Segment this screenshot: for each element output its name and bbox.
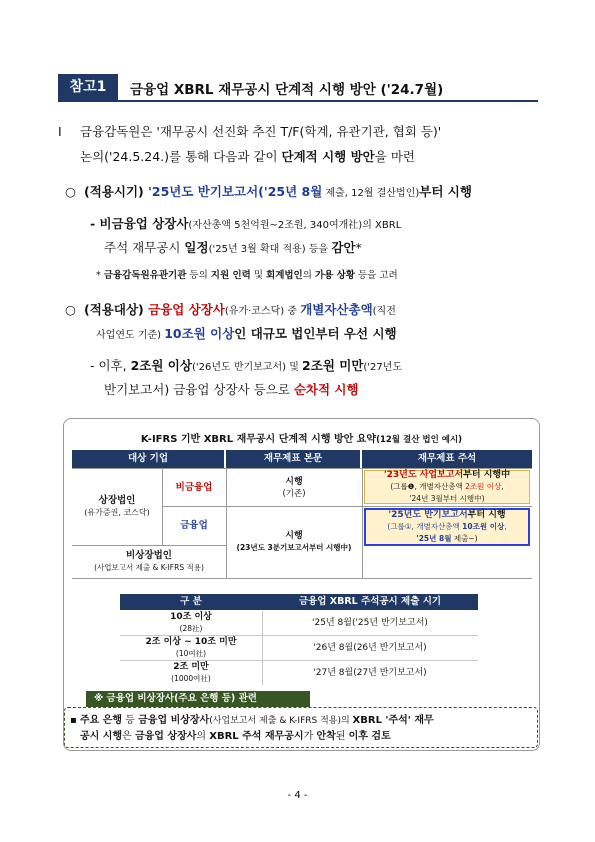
subtable-row3-value: '27년 8월(27년 반기보고서) <box>313 668 427 678</box>
header-fs-notes: 재무제표 주석 <box>362 450 532 468</box>
grid-line <box>262 611 263 685</box>
section-badge: 참고1 <box>58 74 118 100</box>
subtable-row3-label: 2조 미만 (1000여社) <box>171 662 211 683</box>
nonfinancial-cell: 비금융업 <box>175 481 213 493</box>
listed-company-cell: 상장법인 (유가증권, 코스닥) <box>84 495 150 517</box>
section-title: 금융업 XBRL 재무공시 단계적 시행 방안 ('24.7월) <box>130 82 444 98</box>
section1-heading: (적용시기) '25년도 반기보고서('25년 8월 제출, 12월 결산법인)부터 시행 <box>84 184 472 199</box>
unlisted-company-cell: 비상장법인 (사업보고서 제출 & K-IFRS 적용) <box>94 550 204 572</box>
grid-line <box>162 506 532 507</box>
section2-line2: 사업연도 기준) 10조원 이상인 대규모 법인부터 우선 시행 <box>96 326 397 341</box>
section2-detail-line2: 반기보고서) 금융업 상장사 등으로 순차적 시행 <box>104 382 359 397</box>
grid-line <box>162 468 163 545</box>
subtable-row2-value: '26년 8월(26년 반기보고서) <box>313 643 427 653</box>
section1-bullet: ○ <box>65 184 76 199</box>
header-target-company: 대상 기업 <box>72 450 224 468</box>
section-header <box>58 74 538 100</box>
subtable-header-period: 금융업 XBRL 주석공시 제출 시기 <box>262 594 478 610</box>
main-bullet: Ⅰ <box>58 124 62 139</box>
subtable-header-category: 구 분 <box>120 594 262 610</box>
financial-cell: 금융업 <box>180 520 208 531</box>
page-number: - 4 - <box>287 790 308 801</box>
notes-fin-cell: '25년도 반기보고서부터 시행 (그룹①, 개별자산총액 10조원 이상, '25년 8월 제출~) <box>364 508 530 546</box>
unlisted-financial-tag: ※ 금융업 비상장사(주요 은행 등) 관련 <box>86 691 310 707</box>
grid-line <box>226 468 227 578</box>
section2-bullet: ○ <box>65 302 76 317</box>
section1-detail-line2: 주석 재무공시 일정('25년 3월 확대 적용) 등을 감안* <box>104 240 362 255</box>
subtable-row2-label: 2조 이상 ~ 10조 미만 (10여社) <box>145 637 237 658</box>
header-fs-body: 재무제표 본문 <box>226 450 360 468</box>
section1-detail-line1: - 비금융업 상장사(자산총액 5천억원~2조원, 340여개社)의 XBRL <box>90 216 402 231</box>
section1-footnote: * 금융감독원유관기관 등의 지원 인력 및 회계법인의 가용 상황 등을 고려 <box>96 270 398 281</box>
header-underline <box>58 100 538 102</box>
grid-line <box>72 578 532 579</box>
section2-detail-line1: - 이후, 2조원 이상('26년도 반기보고서) 및 2조원 미만('27년도 <box>90 358 403 373</box>
notes-nonfin-cell: '23년도 사업보고서부터 시행中 (그룹❶, 개별자산총액 2조원 이상, '24년 3월부터 시행中) <box>364 470 530 504</box>
subtable-row1-label: 10조 이상 (28社) <box>170 612 212 633</box>
body-fin-cell: 시행 (23년도 3분기보고서부터 시행中) <box>236 531 352 552</box>
section2-heading: (적용대상) 금융업 상장사(유가·코스닥) 중 개별자산총액(직전 <box>84 302 396 317</box>
para1-line2: 논의('24.5.24.)를 통해 다음과 같이 단계적 시행 방안을 마련 <box>80 149 415 164</box>
para1-line1: 금융감독원은 '재무공시 선진화 추진 T/F(학계, 유관기관, 협회 등)' <box>80 124 442 139</box>
figure-title: K-IFRS 기반 XBRL 재무공시 단계적 시행 방안 요약(12월 결산 법인 예시) <box>140 434 463 445</box>
grid-line <box>72 545 226 546</box>
grid-line <box>362 468 363 578</box>
unlisted-financial-text: ▪ 주요 은행 등 금융업 비상장사(사업보고서 제출 & K-IFRS 적용)의 XBRL '주석' 재무 공시 시행은 금융업 상장사의 XBRL 주석 재무공시가 안착된 이후 검토 <box>70 715 434 742</box>
subtable-row1-value: '25년 8월('25년 반기보고서) <box>312 618 428 628</box>
body-nonfin-cell: 시행 (기존) <box>282 476 306 499</box>
